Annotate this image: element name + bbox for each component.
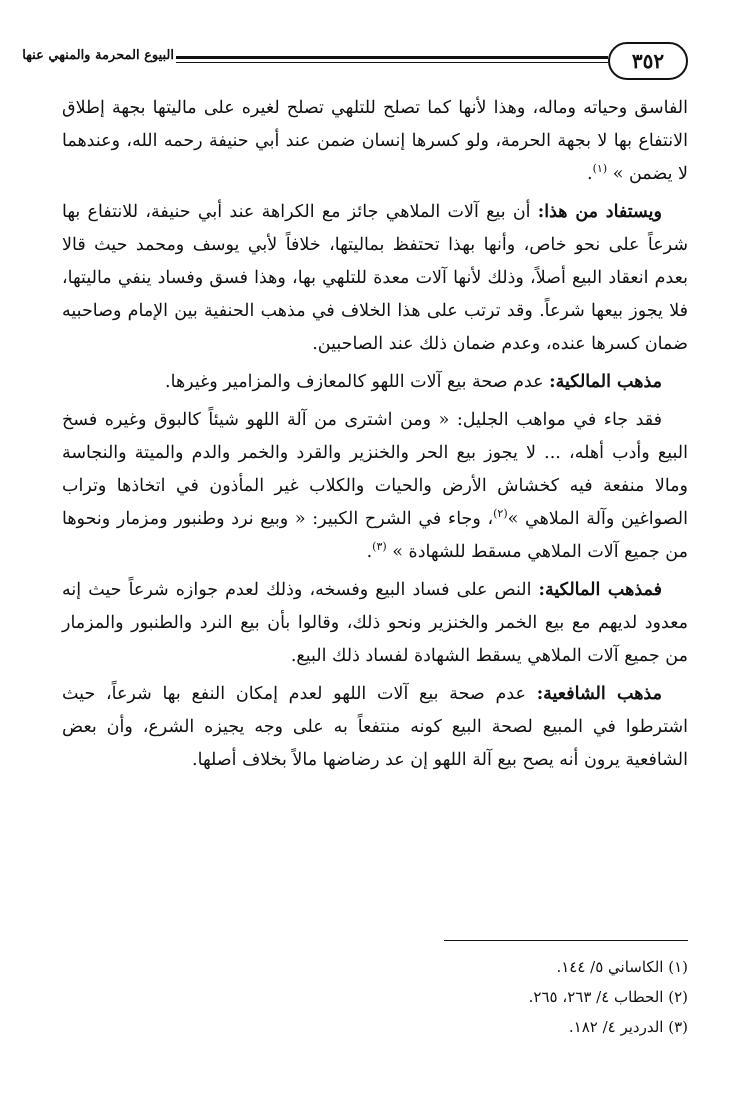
paragraph-text: فقد جاء في مواهب الجليل: « ومن اشترى من آلة اللهو شيئاً كالبوق وغيره فسخ البيع وأدب أهله، ... لا يجوز بيع الحر والخنزير والقرد والخمر والدم والميتة والنجاسة ومالا منفعة فيه كخشاش الأرض والحيات والكلاب غير المأذون في اتخاذها وتراب الصواغين وآلة الملاهي »	[62, 410, 688, 529]
footnote-1: (١) الكاساني ٥/ ١٤٤.	[556, 958, 688, 976]
paragraph-text: ، وجاء في الشرح الكبير: « وبيع نرد وطنبور ومزمار ونحوها من جميع آلات الملاهي مسقط للشهادة »	[62, 509, 688, 562]
paragraph-1: الفاسق وحياته وماله، وهذا لأنها كما تصلح للتلهي تصلح لغيره على ماليتها بجهة إطلاق الانتفاع بها لا بجهة الحرمة، ولو كسرها إنسان ضمن عند أبي حنيفة رحمه الله، وعندهما لا يضمن » $^{(١)}$.	[62, 98, 688, 184]
paragraph-text: الفاسق وحياته وماله، وهذا لأنها كما تصلح للتلهي تصلح لغيره على ماليتها بجهة إطلاق الانتفاع بها لا بجهة الحرمة، ولو كسرها إنسان ضمن عند أبي حنيفة رحمه الله، وعندهما لا يضمن »	[62, 98, 688, 184]
footnotes	[62, 952, 688, 1042]
paragraph-text: عدم صحة بيع آلات اللهو كالمعازف والمزامير وغيرها.	[165, 372, 550, 392]
footnote-ref-3: (٣)	[372, 540, 387, 554]
running-title: البيوع المحرمة والمنهي عنها	[22, 48, 174, 63]
paragraph-text: أن بيع آلات الملاهي جائز مع الكراهة عند أبي حنيفة، للانتفاع بها شرعاً على نحو خاص، وأنها بهذا تحتفظ بماليتها، خلافاً لأبي يوسف ومحمد حيث قالا بعدم انعقاد البيع أصلاً، وذلك لأنها آلات معدة للتلهي بها، وهذا فسق وفساد ينفي ماليتها، فلا يجوز بيعها شرعاً. وقد ترتب على هذا الخلاف في مذهب الحنفية بين الإمام وصاحبيه ضمان كسرها عنده، وعدم ضمان ذلك عند الصاحبين.	[62, 202, 688, 354]
paragraph-4: فقد جاء في مواهب الجليل: « ومن اشترى من آلة اللهو شيئاً كالبوق وغيره فسخ البيع وأدب أهله، ... لا يجوز بيع الحر والخنزير والقرد والخمر والدم والميتة والنجاسة ومالا منفعة فيه كخشاش الأرض والحيات والكلاب غير المأذون في اتخاذها وتراب الصواغين وآلة الملاهي »$^{(٢)}$، وجاء في الشرح الكبير: « وبيع نرد وطنبور ومزمار ونحوها من جميع آلات الملاهي مسقط للشهادة » $^{(٣)}$.	[62, 410, 688, 562]
page-body	[62, 92, 688, 782]
page-number-badge	[608, 42, 688, 80]
paragraph-lead: ويستفاد من هذا:	[537, 202, 662, 222]
paragraph-3	[62, 366, 688, 399]
paragraph-lead: مذهب الشافعية:	[536, 684, 662, 704]
paragraph-text: عدم صحة بيع آلات اللهو لعدم إمكان النفع بها شرعاً، حيث اشترطوا في المبيع لصحة البيع كونه منتفعاً به على وجه يجيزه الشرع، وأن بعض الشافعية يرون أنه يصح بيع آلة اللهو إن عد رضاضها مالاً بخلاف أصلها.	[62, 684, 688, 770]
paragraph-6	[62, 678, 688, 777]
paragraph-text: النص على فساد البيع وفسخه، وذلك لعدم جوازه شرعاً حيث إنه معدود لديهم مع بيع الخمر والخنزير ونحو ذلك، وقالوا بأن بيع النرد والطنبور والمزمار من جميع آلات الملاهي يسقط الشهادة لفساد ذلك البيع.	[62, 580, 688, 666]
paragraph-lead: فمذهب المالكية:	[538, 580, 663, 600]
footnote-separator	[444, 940, 688, 941]
footnote-ref-2: (٢)	[493, 507, 508, 521]
paragraph-lead: مذهب المالكية:	[549, 372, 662, 392]
paragraph-5	[62, 574, 688, 673]
page-header	[22, 40, 688, 88]
footnote-2: (٢) الحطاب ٤/ ٢٦٣، ٢٦٥.	[528, 988, 688, 1006]
paragraph-2	[62, 196, 688, 361]
header-rule-thick	[176, 56, 608, 59]
footnote-ref-1: (١)	[592, 162, 608, 176]
page-number: ٣٥٢	[631, 49, 665, 73]
header-rule-thin	[176, 62, 608, 63]
footnote-3: (٣) الدردير ٤/ ١٨٢.	[568, 1018, 688, 1036]
